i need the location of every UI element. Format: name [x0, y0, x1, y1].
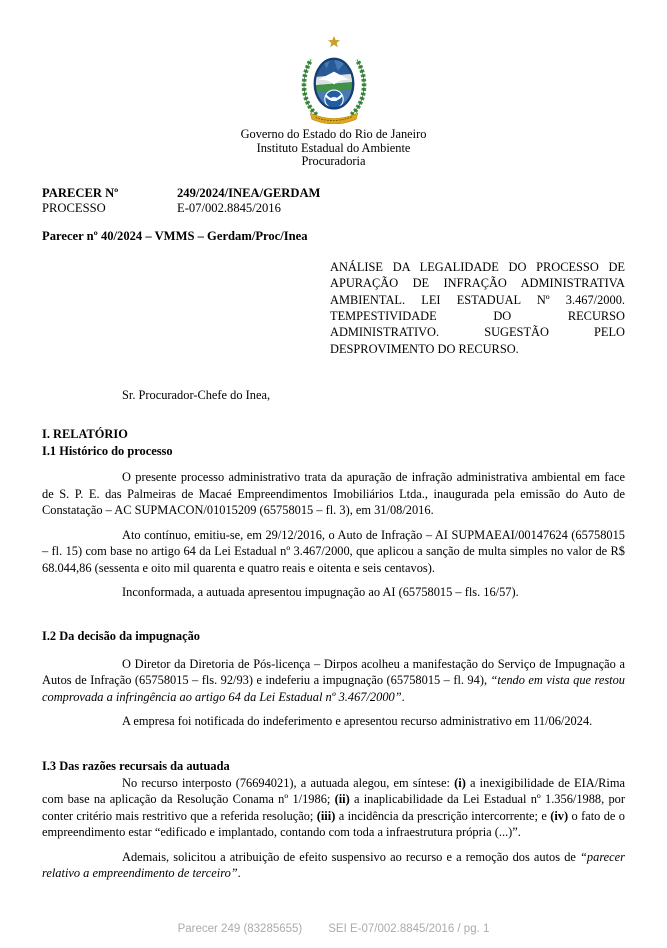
processo-number-row [42, 201, 625, 216]
page-footer [0, 923, 667, 935]
salutation: Sr. Procurador-Chefe do Inea, [122, 388, 271, 403]
processo-value: E-07/002.8845/2016 [177, 200, 281, 215]
org-government-line: Governo do Estado do Rio de Janeiro [240, 127, 427, 141]
org-department-line: Procuradoria [301, 154, 366, 169]
paragraph: Ademais, solicitou a atribuição de efeito suspensivo ao recurso e a remoção dos autos de “parecer relativo a empreendimento de terceiro”. [42, 849, 625, 881]
parecer-value: 249/2024/INEA/GERDAM [177, 185, 321, 200]
processo-label: PROCESSO [42, 200, 106, 215]
paragraph: O Diretor da Diretoria de Pós-licença – Dirpos acolheu a manifestação do Serviço de Impugnação a Autos de Infração (65758015 – fls. 92/93) e indeferiu a impugnação (65758015 – fl. 94), “tendo em vista que restou comprovada a infringência ao artigo 64 da Lei Estadual nº 3.467/2000”. [42, 656, 625, 704]
parecer-reference-line: Parecer nº 40/2024 – VMMS – Gerdam/Proc/Inea [42, 228, 308, 243]
letterhead [42, 34, 625, 169]
org-institute-line: Instituto Estadual do Ambiente [256, 140, 411, 155]
document-meta [42, 186, 625, 216]
parecer-label: PARECER Nº [42, 185, 119, 200]
parecer-number-row [42, 186, 625, 201]
section-heading-razoes: I.3 Das razões recursais da autuada [42, 758, 230, 773]
paragraph: No recurso interposto (76694021), a autuada alegou, em síntese: (i) a inexigibilidade de EIA/Rima com base na aplicação da Resolução Conama nº 1/1986; (ii) a inaplicabilidade da Lei Estadual nº 1.356/1988, por conter critério mais restritivo que a referida resolução; (iii) a incidência da prescrição intercorrente; e (iv) o fato de o empreendimento estar “edificado e implantado, contando com toda a infraestrutura própria (...)”. [42, 775, 625, 840]
rio-de-janeiro-coat-of-arms-icon [288, 34, 380, 124]
paragraph: Ato contínuo, emitiu-se, em 29/12/2016, o Auto de Infração – AI SUPMAEAI/00147624 (65758015 – fl. 15) com base no artigo 64 da Lei Estadual nº 3.467/2000, que aplicou a sanção de multa simples no valor de R$ 68.044,86 (sessenta e oito mil quarenta e quatro reais e oitenta e seis centavos). [42, 527, 625, 575]
paragraph: A empresa foi notificada do indeferimento e apresentou recurso administrativo em 11/06/2024. [122, 714, 593, 729]
section-heading-decisao: I.2 Da decisão da impugnação [42, 628, 200, 643]
footer-document-ref: Parecer 249 (83285655) [177, 923, 303, 935]
footer-sei-page-ref: SEI E-07/002.8845/2016 / pg. 1 [328, 923, 490, 935]
ementa-summary: ANÁLISE DA LEGALIDADE DO PROCESSO DE APURAÇÃO DE INFRAÇÃO ADMINISTRATIVA AMBIENTAL. LEI ESTADUAL Nº 3.467/2000. TEMPESTIVIDADE DO RECURSO ADMINISTRATIVO. SUGESTÃO PELO DESPROVIMENTO DO RECURSO. [330, 259, 625, 356]
paragraph: O presente processo administrativo trata da apuração de infração administrativa ambiental em face de S. P. E. das Palmeiras de Macaé Empreendimentos Imobiliários Ltda., inaugurada pela emissão do Auto de Constatação – AC SUPMACON/01015209 (65758015 – fl. 3), em 31/08/2016. [42, 470, 625, 518]
section-heading-relatorio: I. RELATÓRIO [42, 427, 128, 442]
section-heading-historico: I.1 Histórico do processo [42, 444, 173, 459]
paragraph: Inconformada, a autuada apresentou impugnação ao AI (65758015 – fls. 16/57). [122, 585, 519, 600]
